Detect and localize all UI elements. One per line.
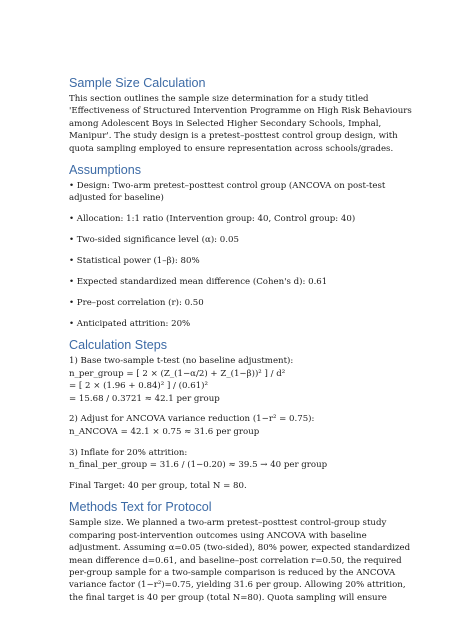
calculation-heading: Calculation Steps (69, 338, 168, 353)
calculation-section (69, 338, 414, 492)
methods-heading: Methods Text for Protocol (69, 500, 212, 515)
document-page (69, 76, 414, 604)
assumption-power: • Statistical power (1–β): 80% (69, 256, 200, 267)
calculation-step-1 (69, 355, 414, 405)
step-3-result: n_final_per_group = 31.6 / (1−0.20) ≈ 39.5 → 40 per group (69, 460, 328, 471)
methods-section (69, 500, 414, 604)
assumption-allocation: • Allocation: 1:1 ratio (Intervention group: 40, Control group: 40) (69, 214, 356, 225)
sample-size-intro: This section outlines the sample size determination for a study titled 'Effectiveness of Structured Intervention Programme on High Risk Behaviours among Adolescent Boys in Selected Higher Secondary Schools, Imphal, Manipur'. The study design is a pretest–posttest control group design, with quota sampling employed to ensure representation across schools/grades. (69, 94, 412, 154)
step-1-substitution: = [ 2 × (1.96 + 0.84)² ] / (0.61)² (69, 381, 208, 392)
assumption-design: • Design: Two-arm pretest–posttest control group (ANCOVA on post-test adjusted for baseline) (69, 181, 386, 204)
step-2-result: n_ANCOVA = 42.1 × 0.75 ≈ 31.6 per group (69, 426, 260, 437)
step-1-result: = 15.68 / 0.3721 ≈ 42.1 per group (69, 393, 220, 404)
sample-size-heading: Sample Size Calculation (69, 76, 206, 90)
final-target: Final Target: 40 per group, total N = 80. (69, 481, 247, 492)
step-1-title: 1) Base two-sample t-test (no baseline adjustment): (69, 356, 294, 367)
methods-text: Sample size. We planned a two-arm pretest–posttest control-group study comparing post-intervention outcomes using ANCOVA with baseline adjustment. Assuming α=0.05 (two-sided), 80% power, expected standardized mean difference d=0.61, and baseline–post correlation r=0.50, the required per-group sample for a two-sample comparison is reduced by the ANCOVA variance factor (1−r²)=0.75, yielding 31.6 per group. Allowing 20% attrition, the final target is 40 per group (total N=80). Quota sampling will ensure (69, 518, 411, 603)
sample-size-section (69, 76, 414, 155)
assumption-effect-size: • Expected standardized mean difference (Cohen's d): 0.61 (69, 277, 328, 288)
assumptions-heading: Assumptions (69, 163, 142, 178)
step-2-title: 2) Adjust for ANCOVA variance reduction (1−r² = 0.75): (69, 414, 315, 425)
assumption-correlation: • Pre–post correlation (r): 0.50 (69, 297, 204, 308)
calculation-step-2 (69, 413, 414, 438)
calculation-step-3 (69, 447, 414, 472)
assumption-alpha: • Two-sided significance level (α): 0.05 (69, 235, 239, 246)
step-1-formula: n_per_group = [ 2 × (Z_(1−α/2) + Z_(1−β))² ] / d² (69, 368, 286, 379)
step-3-title: 3) Inflate for 20% attrition: (69, 447, 188, 458)
assumptions-section (69, 163, 414, 330)
assumption-attrition: • Anticipated attrition: 20% (69, 318, 191, 329)
